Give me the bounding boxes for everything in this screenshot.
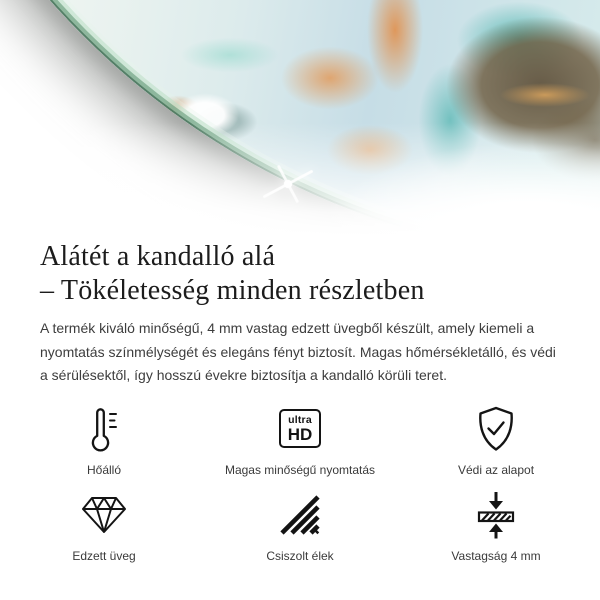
diamond-icon: [6, 490, 202, 540]
shield-check-icon: [398, 404, 594, 454]
ultra-hd-badge-top: ultra: [288, 413, 312, 426]
feature-thickness: [398, 490, 594, 563]
feature-heat-resistant: [6, 404, 202, 477]
feature-label: Védi az alapot: [457, 462, 535, 477]
feature-base-protection: [398, 404, 594, 477]
page-title-line-1: Alátét a kandalló alá: [40, 241, 276, 272]
feature-label: Hőálló: [86, 462, 122, 477]
feature-label: Vastagság 4 mm: [451, 548, 541, 563]
page-title-line-2: – Tökéletesség minden részletben: [40, 275, 425, 306]
features-grid: [0, 404, 600, 563]
feature-print-quality: [202, 404, 398, 477]
thermometer-icon: [6, 404, 202, 454]
hero-product-image: [0, 0, 600, 236]
thickness-arrows-icon: [398, 490, 594, 540]
product-description: A termék kiváló minőségű, 4 mm vastag edzett üvegből készült, amely kiemeli a nyomtatás színmélységét és elegáns fényt biztosít. Magas hőmérsékletálló, és védi a sérülésektől, így hosszú évekre biztosítja a kandalló körüli teret.: [40, 320, 556, 383]
polished-edges-icon: [202, 490, 398, 540]
feature-polished-edges: [202, 490, 398, 563]
feature-tempered-glass: [6, 490, 202, 563]
ultra-hd-badge-bottom: HD: [287, 425, 313, 445]
feature-label: Magas minőségű nyomtatás: [224, 462, 376, 477]
feature-label: Edzett üveg: [72, 548, 136, 563]
page-title: [40, 240, 560, 308]
feature-label: Csiszolt élek: [266, 548, 334, 563]
ultra-hd-badge-icon: [202, 404, 398, 454]
product-section: [0, 236, 600, 388]
